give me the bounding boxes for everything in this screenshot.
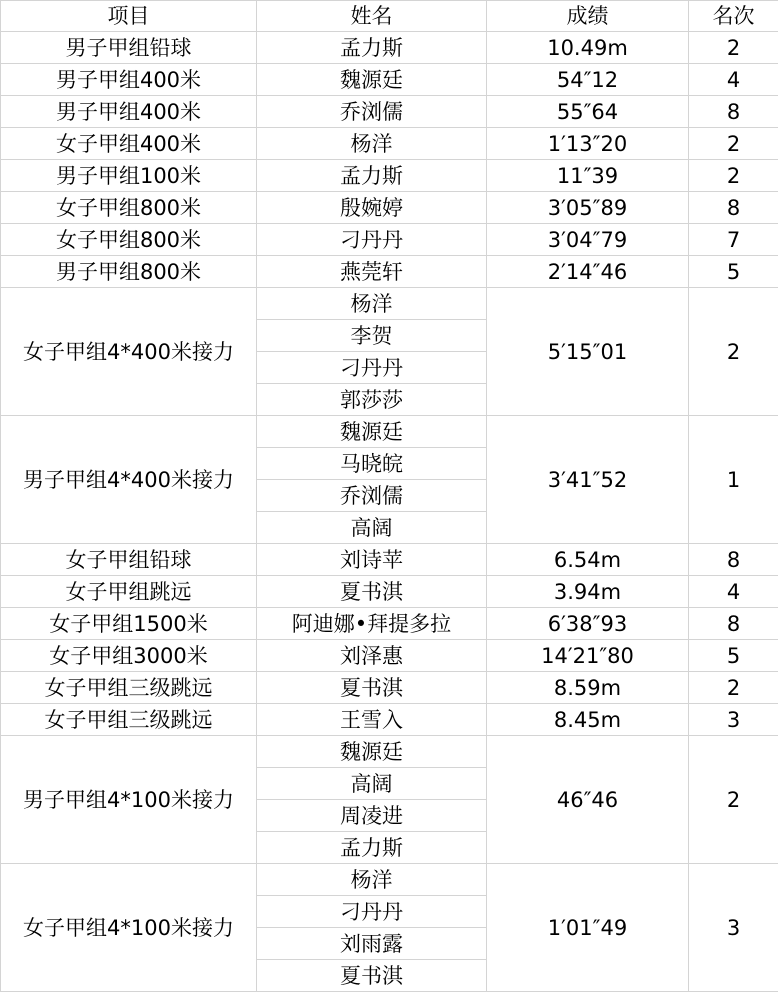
event-cell[interactable]: 女子甲组4*400米接力 [1, 288, 257, 416]
rank-cell[interactable]: 7 [689, 224, 778, 256]
table-row [1, 96, 778, 128]
table-row [1, 256, 778, 288]
header-result[interactable]: 成绩 [487, 1, 689, 32]
rank-cell[interactable]: 8 [689, 544, 778, 576]
result-cell[interactable]: 14′21″80 [487, 640, 689, 672]
event-cell[interactable]: 男子甲组铅球 [1, 32, 257, 64]
name-cell[interactable]: 刁丹丹 [257, 224, 487, 256]
event-cell[interactable]: 女子甲组400米 [1, 128, 257, 160]
name-cell[interactable]: 殷婉婷 [257, 192, 487, 224]
name-cell[interactable]: 杨洋 [257, 128, 487, 160]
result-cell[interactable]: 55″64 [487, 96, 689, 128]
header-event[interactable]: 项目 [1, 1, 257, 32]
name-cell[interactable]: 刘泽惠 [257, 640, 487, 672]
name-cell[interactable]: 夏书淇 [257, 672, 487, 704]
result-cell[interactable]: 3.94m [487, 576, 689, 608]
rank-cell[interactable]: 3 [689, 864, 778, 992]
result-cell[interactable]: 1′01″49 [487, 864, 689, 992]
result-cell[interactable]: 8.45m [487, 704, 689, 736]
name-cell[interactable]: 夏书淇 [257, 960, 487, 992]
name-cell[interactable]: 孟力斯 [257, 160, 487, 192]
table-row [1, 128, 778, 160]
rank-cell[interactable]: 8 [689, 192, 778, 224]
table-row [1, 704, 778, 736]
table-row [1, 288, 778, 320]
event-cell[interactable]: 男子甲组400米 [1, 64, 257, 96]
event-cell[interactable]: 男子甲组4*100米接力 [1, 736, 257, 864]
name-cell[interactable]: 乔浏儒 [257, 96, 487, 128]
event-cell[interactable]: 女子甲组三级跳远 [1, 672, 257, 704]
result-cell[interactable]: 3′05″89 [487, 192, 689, 224]
name-cell[interactable]: 魏源廷 [257, 736, 487, 768]
event-cell[interactable]: 女子甲组4*100米接力 [1, 864, 257, 992]
result-cell[interactable]: 6′38″93 [487, 608, 689, 640]
rank-cell[interactable]: 8 [689, 608, 778, 640]
name-cell[interactable]: 李贺 [257, 320, 487, 352]
event-cell[interactable]: 女子甲组800米 [1, 192, 257, 224]
rank-cell[interactable]: 5 [689, 256, 778, 288]
event-cell[interactable]: 女子甲组1500米 [1, 608, 257, 640]
header-name[interactable]: 姓名 [257, 1, 487, 32]
rank-cell[interactable]: 2 [689, 672, 778, 704]
rank-cell[interactable]: 4 [689, 576, 778, 608]
name-cell[interactable]: 高阔 [257, 768, 487, 800]
name-cell[interactable]: 夏书淇 [257, 576, 487, 608]
name-cell[interactable]: 郭莎莎 [257, 384, 487, 416]
table-row [1, 192, 778, 224]
name-cell[interactable]: 马晓皖 [257, 448, 487, 480]
result-cell[interactable]: 6.54m [487, 544, 689, 576]
name-cell[interactable]: 乔浏儒 [257, 480, 487, 512]
name-cell[interactable]: 高阔 [257, 512, 487, 544]
result-cell[interactable]: 1′13″20 [487, 128, 689, 160]
table-row [1, 224, 778, 256]
name-cell[interactable]: 周凌进 [257, 800, 487, 832]
header-rank[interactable]: 名次 [689, 1, 778, 32]
table-row [1, 576, 778, 608]
rank-cell[interactable]: 4 [689, 64, 778, 96]
name-cell[interactable]: 刁丹丹 [257, 352, 487, 384]
name-cell[interactable]: 魏源廷 [257, 416, 487, 448]
rank-cell[interactable]: 3 [689, 704, 778, 736]
table-header [1, 1, 778, 32]
table-row [1, 864, 778, 896]
table-row [1, 672, 778, 704]
name-cell[interactable]: 燕莞轩 [257, 256, 487, 288]
result-cell[interactable]: 5′15″01 [487, 288, 689, 416]
table-row [1, 608, 778, 640]
name-cell[interactable]: 刘诗苹 [257, 544, 487, 576]
event-cell[interactable]: 女子甲组800米 [1, 224, 257, 256]
rank-cell[interactable]: 5 [689, 640, 778, 672]
header-row [1, 1, 778, 32]
table-row [1, 544, 778, 576]
table-row [1, 32, 778, 64]
table-body [1, 32, 778, 992]
event-cell[interactable]: 女子甲组3000米 [1, 640, 257, 672]
name-cell[interactable]: 魏源廷 [257, 64, 487, 96]
name-cell[interactable]: 杨洋 [257, 864, 487, 896]
rank-cell[interactable]: 2 [689, 736, 778, 864]
result-cell[interactable]: 3′04″79 [487, 224, 689, 256]
event-cell[interactable]: 男子甲组100米 [1, 160, 257, 192]
rank-cell[interactable]: 8 [689, 96, 778, 128]
rank-cell[interactable]: 2 [689, 288, 778, 416]
table-row [1, 64, 778, 96]
result-cell[interactable]: 3′41″52 [487, 416, 689, 544]
name-cell[interactable]: 王雪入 [257, 704, 487, 736]
event-cell[interactable]: 女子甲组三级跳远 [1, 704, 257, 736]
event-cell[interactable]: 男子甲组4*400米接力 [1, 416, 257, 544]
result-cell[interactable]: 10.49m [487, 32, 689, 64]
event-cell[interactable]: 女子甲组跳远 [1, 576, 257, 608]
result-cell[interactable]: 11″39 [487, 160, 689, 192]
name-cell[interactable]: 阿迪娜•拜提多拉 [257, 608, 487, 640]
name-cell[interactable]: 刘雨露 [257, 928, 487, 960]
rank-cell[interactable]: 2 [689, 128, 778, 160]
name-cell[interactable]: 孟力斯 [257, 832, 487, 864]
result-cell[interactable]: 2′14″46 [487, 256, 689, 288]
name-cell[interactable]: 孟力斯 [257, 32, 487, 64]
result-cell[interactable]: 54″12 [487, 64, 689, 96]
event-cell[interactable]: 男子甲组800米 [1, 256, 257, 288]
rank-cell[interactable]: 1 [689, 416, 778, 544]
result-cell[interactable]: 46″46 [487, 736, 689, 864]
table-row [1, 640, 778, 672]
name-cell[interactable]: 杨洋 [257, 288, 487, 320]
table-row [1, 160, 778, 192]
table-row [1, 416, 778, 448]
event-cell[interactable]: 男子甲组400米 [1, 96, 257, 128]
rank-cell[interactable]: 2 [689, 160, 778, 192]
table-row [1, 736, 778, 768]
result-cell[interactable]: 8.59m [487, 672, 689, 704]
event-cell[interactable]: 女子甲组铅球 [1, 544, 257, 576]
name-cell[interactable]: 刁丹丹 [257, 896, 487, 928]
rank-cell[interactable]: 2 [689, 32, 778, 64]
